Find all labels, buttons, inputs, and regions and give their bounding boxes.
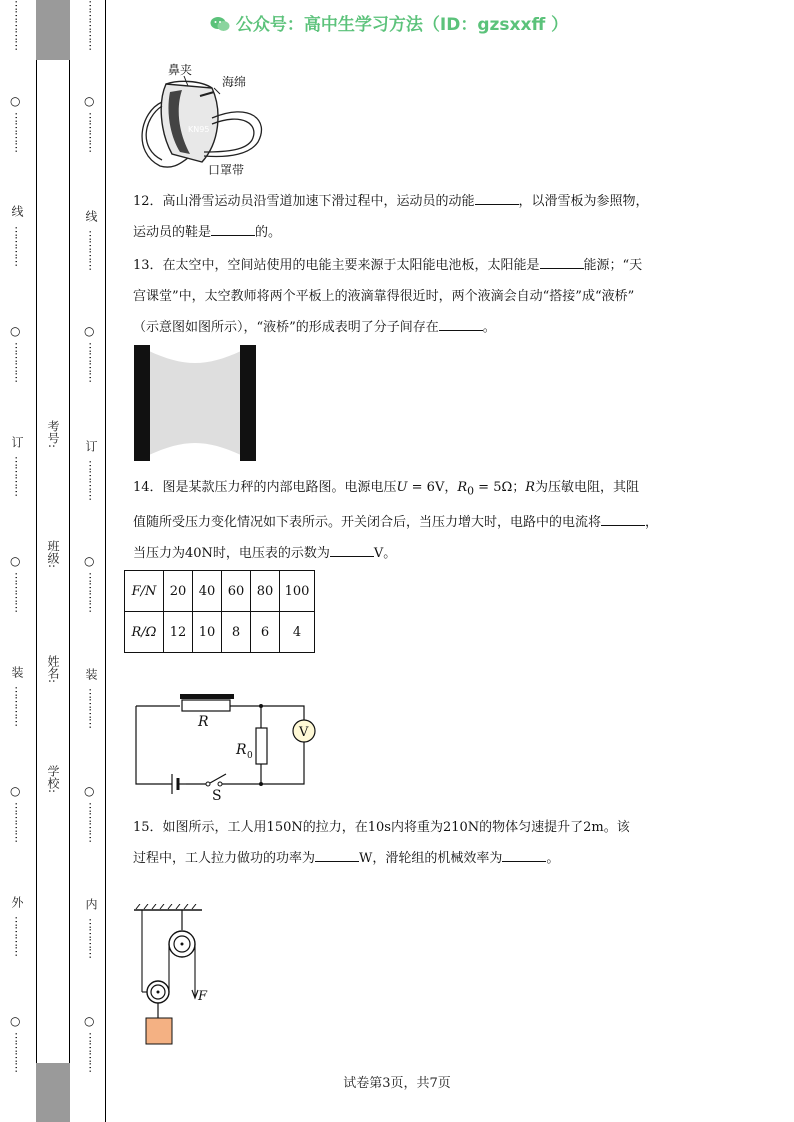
- binding-circle: ○: [10, 1014, 21, 1028]
- switch-icon: [206, 782, 210, 786]
- q14-line2: 值随所受压力变化情况如下表所示。开关闭合后，当压力增大时，电路中的电流将 ，: [133, 507, 778, 538]
- label-force: F: [198, 989, 208, 1004]
- table-cell: 8: [222, 612, 251, 653]
- resistor-r0: [256, 728, 267, 764]
- table-cell: 4: [280, 612, 315, 653]
- answer-blank[interactable]: [330, 543, 374, 557]
- label-strap: 口罩带: [208, 163, 245, 177]
- q15-line1: 15．如图所示，工人用150N的拉力，在10s内将重为210N的物体匀速提升了2m。该: [133, 820, 630, 835]
- question-15: [133, 812, 778, 874]
- table-row: [125, 612, 315, 653]
- binding-char-wai: 外: [10, 896, 24, 908]
- info-strip-top-block: [36, 0, 70, 60]
- binding-char-xian: 线: [10, 205, 24, 217]
- binding-circle: ○: [84, 1014, 95, 1028]
- wechat-icon: [210, 16, 230, 32]
- pulley-figure: [132, 904, 212, 1049]
- label-sponge: 海绵: [222, 75, 247, 89]
- question-13: [133, 250, 778, 343]
- q13-line2: 宫课堂”中，太空教师将两个平板上的液滴靠得很近时，两个液滴会自动“搭接”成“液桥”: [133, 289, 635, 304]
- watermark-header: [210, 10, 568, 35]
- table-cell: 100: [280, 571, 315, 612]
- header-text: 公众号：高中生学习方法（ID：gzsxxff ）: [235, 15, 569, 35]
- question-12: [133, 186, 773, 248]
- field-class: 班级:: [46, 540, 60, 569]
- q14-line1: 14．图是某款压力秤的内部电路图。电源电压U = 6V，$R_0 = 5\Omega$；R为压敏电阻，其阻: [133, 480, 640, 498]
- field-name: 姓名:: [46, 655, 60, 684]
- label-r0-sub: 0: [247, 751, 253, 761]
- table-head-resistance: R/Ω: [125, 612, 164, 653]
- binding-circle: ○: [84, 554, 95, 568]
- q13-line1: 13．在太空中，空间站使用的电能主要来源于太阳能电池板，太阳能是 能源；“天: [133, 250, 778, 281]
- mask-figure: [130, 62, 280, 180]
- table-cell: 12: [164, 612, 193, 653]
- q12-line1: 12．高山滑雪运动员沿雪道加速下滑过程中，运动员的动能 ，以滑雪板为参照物，: [133, 186, 773, 217]
- q13-line3: （示意图如图所示），“液桥”的形成表明了分子间存在 。: [133, 312, 778, 343]
- binding-char-xian: 线: [84, 210, 98, 222]
- circuit-diagram: [130, 688, 325, 804]
- binding-char-nei: 内: [84, 898, 98, 910]
- label-r0: R: [236, 742, 247, 758]
- answer-blank[interactable]: [315, 848, 359, 862]
- page-footer: 试卷第3页，共7页: [343, 1076, 451, 1091]
- table-cell: 6: [251, 612, 280, 653]
- binding-char-zhuang: 装: [10, 666, 24, 678]
- mask-mark: KN95: [188, 125, 210, 134]
- field-exam-number: 考号:: [46, 420, 60, 449]
- answer-blank[interactable]: [601, 512, 645, 526]
- q14-line3: 当压力为40N时，电压表的示数为 V。: [133, 538, 778, 569]
- table-cell: 20: [164, 571, 193, 612]
- binding-char-ding: 订: [10, 436, 24, 448]
- binding-char-ding: 订: [84, 440, 98, 452]
- load-block: [146, 1018, 172, 1044]
- question-14: [133, 472, 778, 569]
- inner-binding-line: ⋯⋯⋯⋯⋯ ○ ⋯⋯⋯⋯ 线 ⋯⋯⋯⋯ ○ ⋯⋯⋯⋯ 订 ⋯⋯⋯⋯ ○ ⋯⋯⋯⋯ 装 ⋯⋯⋯⋯ ○ ⋯⋯⋯⋯ 内 ⋯⋯⋯⋯ ○ ⋯⋯⋯⋯: [72, 0, 106, 1122]
- binding-circle: ○: [10, 94, 21, 108]
- label-nose-clip: 鼻夹: [168, 63, 193, 77]
- table-cell: 40: [193, 571, 222, 612]
- table-cell: 80: [251, 571, 280, 612]
- binding-circle: ○: [84, 94, 95, 108]
- binding-char-zhuang: 装: [84, 668, 98, 680]
- resistor-r: [182, 700, 230, 711]
- pressure-plate: [180, 694, 234, 699]
- table-cell: 10: [193, 612, 222, 653]
- binding-circle: ○: [84, 784, 95, 798]
- answer-blank[interactable]: [439, 317, 483, 331]
- pressure-resistance-table: [124, 570, 315, 653]
- answer-blank[interactable]: [540, 255, 584, 269]
- binding-circle: ○: [10, 784, 21, 798]
- outer-binding-line: ⋯⋯⋯⋯⋯ ○ ⋯⋯⋯⋯ 线 ⋯⋯⋯⋯ ○ ⋯⋯⋯⋯ 订 ⋯⋯⋯⋯ ○ ⋯⋯⋯⋯ 装 ⋯⋯⋯⋯ ○ ⋯⋯⋯⋯ 外 ⋯⋯⋯⋯ ○ ⋯⋯⋯⋯: [10, 0, 24, 1072]
- table-row: [125, 571, 315, 612]
- label-voltmeter: V: [299, 725, 309, 740]
- answer-blank[interactable]: [211, 222, 255, 236]
- table-cell: 60: [222, 571, 251, 612]
- answer-blank[interactable]: [502, 848, 546, 862]
- q12-line2: 运动员的鞋是 的。: [133, 217, 773, 248]
- label-r: R: [198, 714, 209, 730]
- binding-circle: ○: [10, 554, 21, 568]
- label-switch: S: [212, 788, 222, 804]
- answer-blank[interactable]: [475, 191, 519, 205]
- binding-circle: ○: [10, 324, 21, 338]
- table-head-force: F/N: [125, 571, 164, 612]
- q15-line2: 过程中，工人拉力做功的功率为 W，滑轮组的机械效率为 。: [133, 843, 778, 874]
- binding-circle: ○: [84, 324, 95, 338]
- liquid-bridge-figure: [134, 345, 256, 461]
- field-school: 学校:: [46, 765, 60, 794]
